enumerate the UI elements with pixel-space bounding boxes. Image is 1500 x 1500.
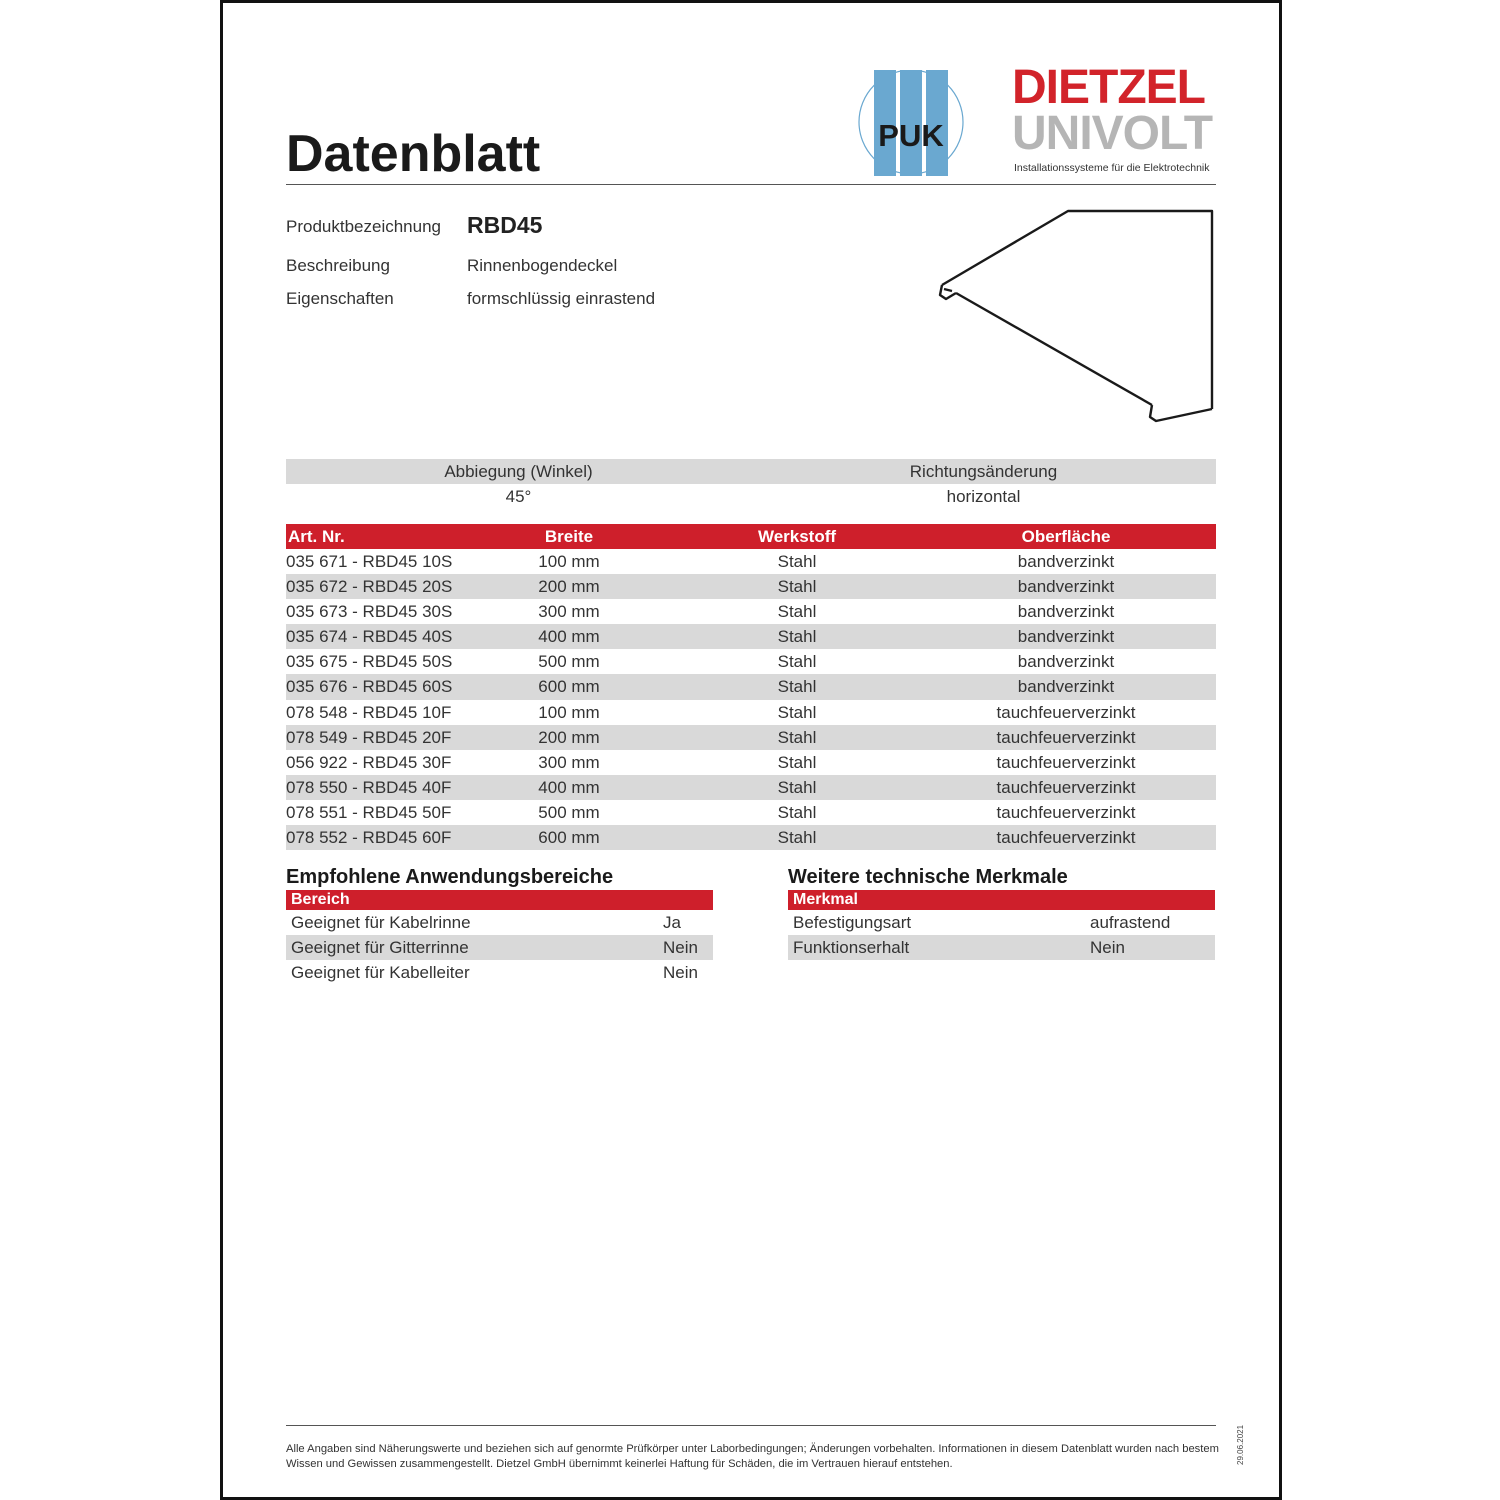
- cell-oberflaeche: tauchfeuerverzinkt: [996, 802, 1136, 822]
- cell-oberflaeche: bandverzinkt: [1017, 602, 1115, 622]
- cell-werkstoff: Stahl: [777, 802, 817, 822]
- cell-breite: 200 mm: [538, 577, 600, 597]
- properties-label: Eigenschaften: [286, 289, 394, 308]
- table-row: [286, 649, 1216, 674]
- cell-merkmal: Befestigungsart: [793, 913, 912, 932]
- footer-disclaimer: Alle Angaben sind Näherungswerte und beziehen sich auf genormte Prüfkörper unter Laborbedingungen; Änderungen vorbehalten. Informationen in diesem Datenblatt wurden nach bestem Wissen und Gewissen zusammengestellt. Dietzel GmbH übernimmt keinerlei Haftung für Schäden, die im Vertrauen hierauf entstehen.: [286, 1443, 1219, 1470]
- product-name-value: RBD45: [467, 212, 543, 238]
- table-row: [286, 599, 1216, 624]
- cell-breite: 600 mm: [538, 677, 600, 697]
- table-row: [286, 750, 1216, 775]
- cell-breite: 200 mm: [538, 727, 600, 747]
- description-value: Rinnenbogendeckel: [467, 256, 618, 275]
- cell-werkstoff: Stahl: [777, 752, 817, 772]
- cell-value: Nein: [1090, 938, 1125, 957]
- cell-art-nr: 035 672 - RBD45 20S: [286, 577, 453, 597]
- cell-breite: 300 mm: [538, 752, 600, 772]
- table-row: [286, 700, 1216, 725]
- cell-werkstoff: Stahl: [777, 828, 817, 848]
- cell-art-nr: 035 671 - RBD45 10S: [286, 552, 453, 571]
- features-table: [788, 890, 1215, 960]
- cell-oberflaeche: bandverzinkt: [1017, 677, 1115, 697]
- cell-werkstoff: Stahl: [777, 702, 817, 722]
- table-row: [286, 549, 1216, 574]
- brand-tagline: Installationssysteme für die Elektrotechnik: [1014, 162, 1210, 174]
- table-row: [286, 574, 1216, 599]
- cell-art-nr: 035 675 - RBD45 50S: [286, 652, 453, 672]
- brand-dietzel: DIETZEL: [1012, 61, 1205, 114]
- cell-oberflaeche: tauchfeuerverzinkt: [996, 727, 1136, 747]
- header-art-nr: Art. Nr.: [288, 527, 345, 546]
- cell-oberflaeche: tauchfeuerverzinkt: [996, 702, 1136, 722]
- table-row: [286, 910, 713, 935]
- angle-value: 45°: [505, 487, 532, 506]
- header-breite: Breite: [544, 527, 594, 546]
- cell-oberflaeche: bandverzinkt: [1017, 577, 1115, 597]
- features-title: Weitere technische Merkmale: [788, 866, 1068, 888]
- cell-art-nr: 078 548 - RBD45 10F: [286, 702, 452, 722]
- applications-table: [286, 890, 713, 985]
- cell-werkstoff: Stahl: [777, 677, 817, 697]
- table-row: [286, 935, 713, 960]
- cell-breite: 400 mm: [538, 627, 600, 647]
- header-oberflaeche: Oberfläche: [1021, 527, 1111, 546]
- product-drawing: [930, 205, 1220, 430]
- cell-werkstoff: Stahl: [777, 627, 817, 647]
- applications-table-header: [286, 890, 713, 910]
- table-row: [788, 910, 1215, 935]
- cell-art-nr: 078 551 - RBD45 50F: [286, 802, 452, 822]
- cell-oberflaeche: bandverzinkt: [1017, 652, 1115, 672]
- dietzel-univolt-logo: [1012, 61, 1218, 176]
- product-name-label: Produktbezeichnung: [286, 217, 442, 236]
- cell-value: Nein: [663, 963, 698, 982]
- cell-art-nr: 078 550 - RBD45 40F: [286, 777, 452, 797]
- cell-bereich: Geeignet für Kabelleiter: [291, 963, 470, 982]
- header-merkmal: Merkmal: [793, 891, 858, 908]
- cell-breite: 500 mm: [538, 802, 600, 822]
- cell-breite: 600 mm: [538, 828, 600, 848]
- table-row: [286, 725, 1216, 750]
- cell-breite: 300 mm: [538, 602, 600, 622]
- properties-value: formschlüssig einrastend: [467, 289, 656, 308]
- cell-value: Nein: [663, 938, 698, 957]
- document-date: 29.06.2021: [1236, 1424, 1245, 1465]
- footer-divider: [286, 1425, 1216, 1426]
- table-row: [286, 825, 1216, 850]
- table-row: [286, 775, 1216, 800]
- cell-art-nr: 035 673 - RBD45 30S: [286, 602, 453, 622]
- description-label: Beschreibung: [286, 256, 390, 275]
- cell-werkstoff: Stahl: [777, 652, 817, 672]
- puk-logo-text: PUK: [878, 118, 944, 153]
- cell-bereich: Geeignet für Kabelrinne: [291, 913, 471, 932]
- header-werkstoff: Werkstoff: [757, 527, 837, 546]
- table-row: [286, 674, 1216, 699]
- cell-art-nr: 035 674 - RBD45 40S: [286, 627, 453, 647]
- article-table-header: [286, 524, 1216, 549]
- cell-werkstoff: Stahl: [777, 777, 817, 797]
- cell-art-nr: 035 676 - RBD45 60S: [286, 677, 453, 697]
- table-row: [286, 624, 1216, 649]
- table-row: [286, 960, 713, 985]
- cell-werkstoff: Stahl: [777, 602, 817, 622]
- page-title: Datenblatt: [286, 125, 541, 183]
- table-row: [788, 935, 1215, 960]
- cell-breite: 100 mm: [538, 552, 600, 571]
- cell-werkstoff: Stahl: [777, 577, 817, 597]
- article-table: [286, 524, 1216, 850]
- cell-oberflaeche: tauchfeuerverzinkt: [996, 752, 1136, 772]
- title-divider: [286, 184, 1216, 185]
- features-table-header: [788, 890, 1215, 910]
- cell-breite: 100 mm: [538, 702, 600, 722]
- brand-univolt: UNIVOLT: [1012, 107, 1213, 160]
- header-bereich: Bereich: [291, 891, 350, 908]
- cell-breite: 400 mm: [538, 777, 600, 797]
- applications-title: Empfohlene Anwendungsbereiche: [286, 866, 614, 888]
- cell-bereich: Geeignet für Gitterrinne: [291, 938, 469, 957]
- cell-oberflaeche: tauchfeuerverzinkt: [996, 777, 1136, 797]
- cell-breite: 500 mm: [538, 652, 600, 672]
- cell-werkstoff: Stahl: [777, 552, 817, 571]
- cell-value: aufrastend: [1090, 913, 1171, 932]
- cell-art-nr: 078 552 - RBD45 60F: [286, 828, 452, 848]
- cell-werkstoff: Stahl: [777, 727, 817, 747]
- cell-oberflaeche: bandverzinkt: [1017, 627, 1115, 647]
- cell-value: Ja: [663, 913, 681, 932]
- cell-art-nr: 056 922 - RBD45 30F: [286, 752, 452, 772]
- cell-merkmal: Funktionserhalt: [793, 938, 910, 957]
- puk-logo: [856, 70, 966, 176]
- cell-art-nr: 078 549 - RBD45 20F: [286, 727, 452, 747]
- direction-header: Richtungsänderung: [909, 462, 1058, 481]
- angle-header: Abbiegung (Winkel): [444, 462, 593, 481]
- cell-oberflaeche: bandverzinkt: [1017, 552, 1115, 571]
- direction-value: horizontal: [946, 487, 1021, 506]
- table-row: [286, 800, 1216, 825]
- cell-oberflaeche: tauchfeuerverzinkt: [996, 828, 1136, 848]
